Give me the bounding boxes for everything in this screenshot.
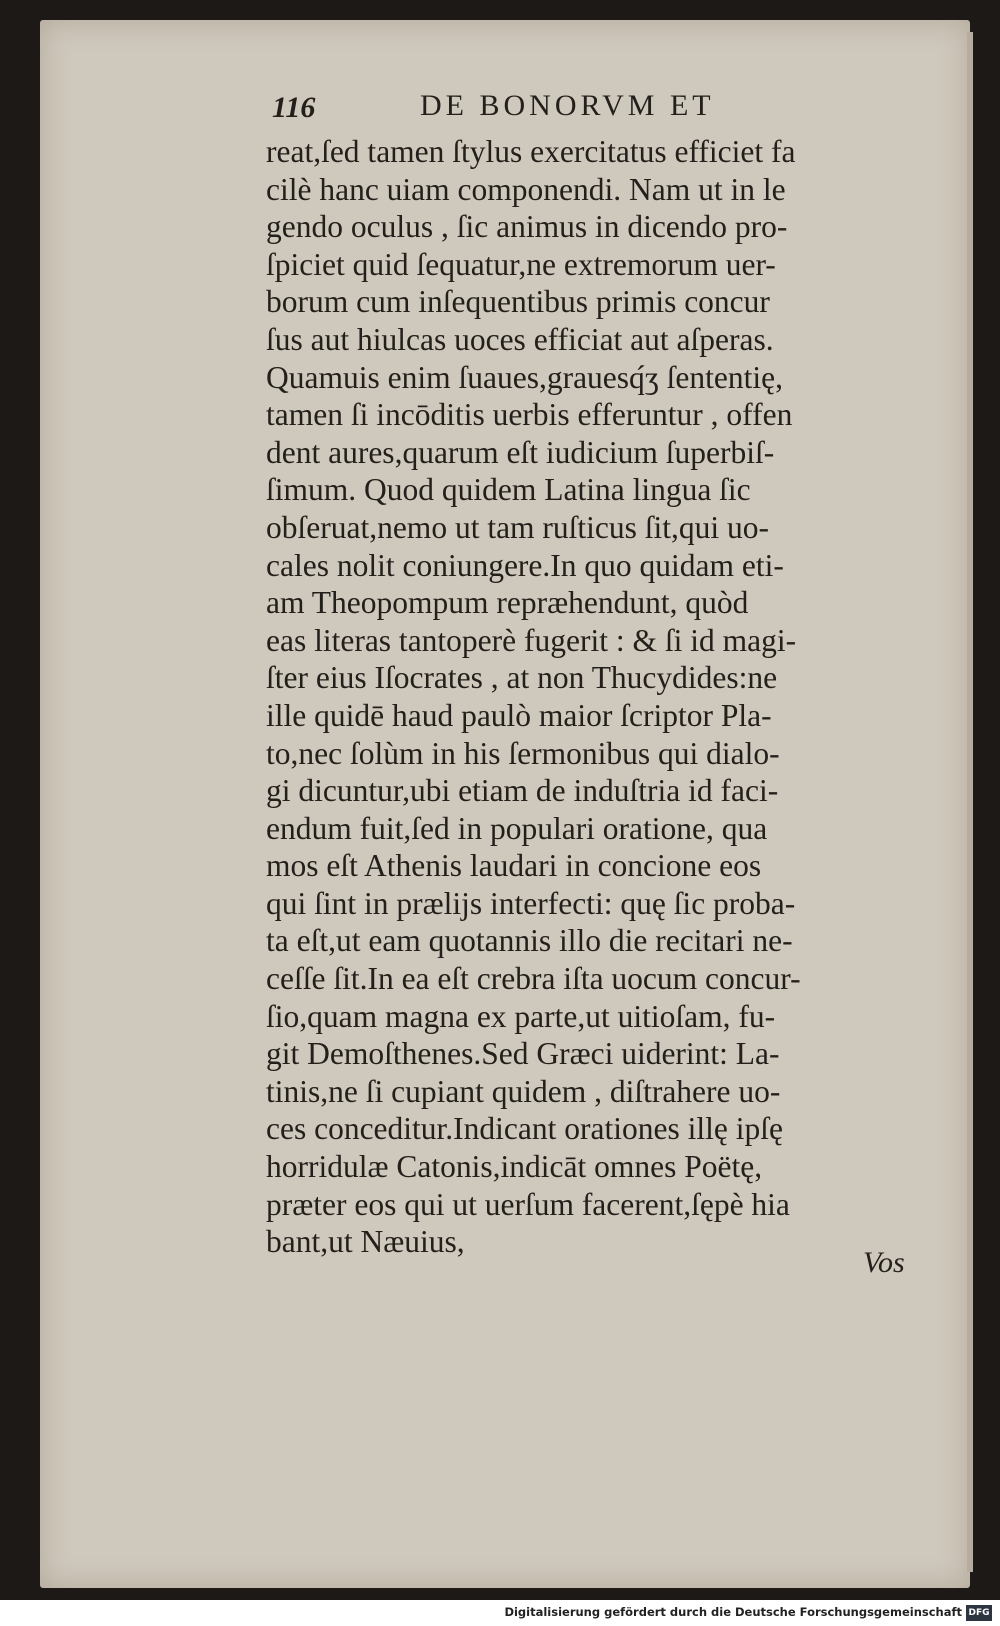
text-line: ſpiciet quid ſequatur,ne extremorum uer- — [266, 246, 776, 282]
page-edge — [967, 32, 973, 1572]
text-line: cilè hanc uiam componendi. Nam ut in le — [266, 171, 786, 207]
text-line: horridulæ Catonis,indicāt omnes Poëtę, — [266, 1149, 763, 1185]
text-line: git Demoſthenes.Sed Græci uiderint: La- — [266, 1036, 780, 1072]
text-line: qui ſint in prælijs interfecti: quę ſic proba- — [266, 885, 796, 921]
text-line: præter eos qui ut uerſum facerent,ſępè hia — [266, 1186, 790, 1222]
text-line: tinis,ne ſi cupiant quidem , diſtrahere uo- — [266, 1073, 781, 1109]
text-line: reat,ſed tamen ſtylus exercitatus efficiet fa — [266, 134, 796, 169]
text-line: to,nec ſolùm in his ſermonibus qui dialo- — [266, 735, 780, 771]
text-line: dent aures,quarum eſt iudicium ſuperbiſ- — [266, 434, 775, 470]
catchword: Vos — [863, 1246, 905, 1279]
text-line: borum cum inſequentibus primis concur — [266, 284, 770, 320]
text-line: obſeruat,nemo ut tam ruſticus ſit,qui uo- — [266, 509, 770, 545]
text-line: cales nolit coniungere.In quo quidam eti- — [266, 547, 784, 583]
text-line: am Theopompum repræhendunt, quòd — [266, 585, 749, 621]
text-line: ſter eius Iſocrates , at non Thucydides:ne — [266, 660, 778, 696]
text-line: gi dicuntur,ubi etiam de induſtria id faci- — [266, 773, 779, 809]
text-line: ſus aut hiulcas uoces efficiat aut aſperas. — [266, 321, 774, 357]
text-line: ces conceditur.Indicant orationes illę ipſę — [266, 1111, 783, 1147]
running-title: DE BONORVM ET — [420, 89, 715, 122]
text-line: eas literas tantoperè fugerit : & ſi id magi- — [266, 622, 797, 658]
text-line: mos eſt Athenis laudari in concione eos — [266, 848, 762, 884]
text-line: ille quidē haud paulò maior ſcriptor Pla- — [266, 697, 772, 733]
text-line: ſio,quam magna ex parte,ut uitioſam, fu- — [266, 998, 776, 1034]
footer — [0, 1600, 1000, 1626]
text-line: bant,ut Næuius, — [266, 1224, 465, 1260]
running-head — [272, 85, 792, 129]
body-text — [266, 133, 916, 1261]
text-line: ſimum. Quod quidem Latina lingua ſic — [266, 472, 751, 508]
page-number: 116 — [272, 91, 316, 124]
text-line: tamen ſi incōditis uerbis efferuntur , offen — [266, 397, 793, 433]
text-line: Quamuis enim ſuaues,grauesq́ʒ ſententię, — [266, 359, 783, 395]
text-line: ceſſe ſit.In ea eſt crebra iſta uocum concur- — [266, 961, 801, 997]
funding-credit: Digitalisierung gefördert durch die Deutsche Forschungsgemeinschaft — [504, 1605, 962, 1619]
dfg-logo: DFG — [966, 1605, 992, 1621]
text-line: endum fuit,ſed in populari oratione, qua — [266, 810, 768, 846]
text-line: ta eſt,ut eam quotannis illo die recitari ne- — [266, 923, 793, 959]
text-line: gendo oculus , ſic animus in dicendo pro- — [266, 209, 788, 245]
